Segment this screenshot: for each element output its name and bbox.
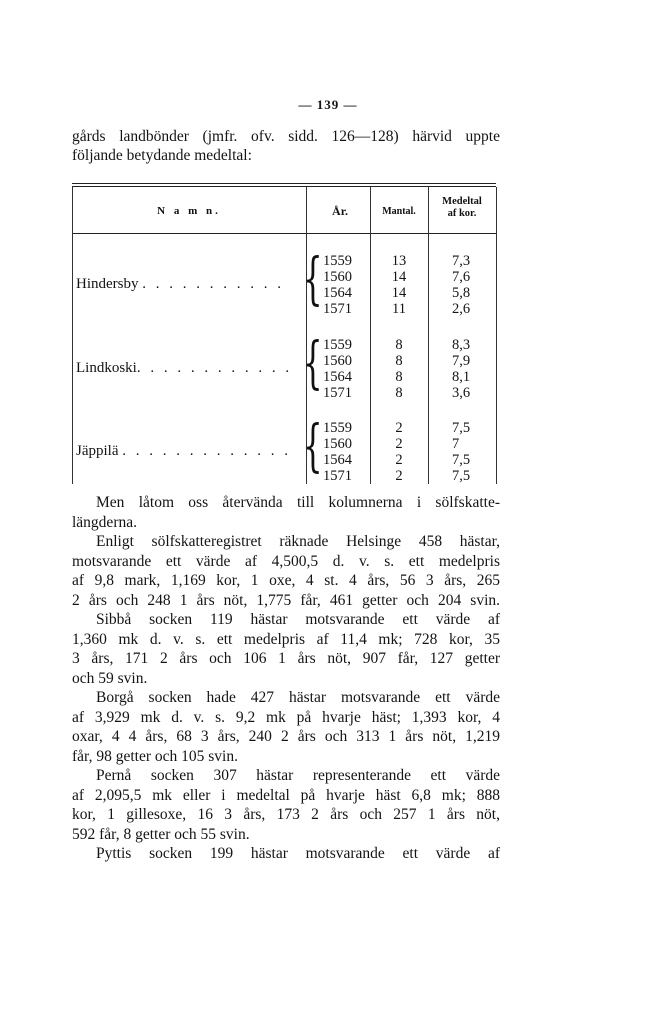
table-left-border [72,187,73,484]
village-label: Lindkoski [76,360,137,376]
leader-dots: . . . . . . . . . . . . . [122,443,291,459]
body-line: 3 års, 171 2 års och 106 1 års nöt, 907 får, 127 getter [72,650,500,667]
body-line: oxar, 4 4 års, 68 3 års, 240 2 års och 313 1 års nöt, 1,219 [72,728,500,745]
table-cell-medeltal: 7,5 [452,452,471,468]
table-cell-year: 1560 [323,436,352,452]
page-number: — 139 — [298,97,358,112]
table-cell-medeltal: 5,8 [452,285,471,301]
brace-icon: { [303,331,323,396]
body-line: Pernå socken 307 hästar representerande ett värde [96,767,500,784]
brace-icon: { [303,414,323,479]
header-medeltal [428,196,496,220]
body-line: och 59 svin. [72,669,148,687]
body-line: af 3,929 mk d. v. s. 9,2 mk på hvarje häst; 1,393 kor, 4 [72,708,500,726]
header-ar: År. [332,204,348,218]
body-line: får, 98 getter och 105 svin. [72,747,238,765]
table-cell-medeltal: 7 [452,436,460,452]
table-cell-mantal: 8 [395,353,403,369]
header-mantal: Mantal. [382,206,416,217]
body-line: 592 får, 8 getter och 55 svin. [72,825,250,843]
table-cell-year: 1559 [323,420,352,436]
table-cell-medeltal: 7,9 [452,353,471,369]
column-divider-mantal [428,187,429,484]
table-header-rule [72,233,496,234]
intro-paragraph [72,127,500,165]
brace-icon: { [303,247,323,312]
body-line: 1,360 mk d. v. s. ett medelpris af 11,4 mk; 728 kor, 35 [72,630,500,648]
table-cell-mantal: 11 [392,301,406,317]
table-cell-mantal: 8 [395,369,403,385]
header-medeltal-line2: af kor. [447,208,477,219]
table-right-border [496,187,497,484]
table-cell-mantal: 2 [395,436,403,452]
body-line: af 2,095,5 mk eller i medeltal på hvarje häst 6,8 mk; 888 [72,786,500,804]
body-line: kor, 1 gillesoxe, 16 3 års, 173 2 års och 257 1 års nöt, [72,806,500,823]
village-label: Hindersby [76,276,139,292]
table-cell-mantal: 8 [395,337,403,353]
table-cell-year: 1564 [323,285,352,301]
body-line: längderna. [72,513,137,531]
village-name-hindersby [76,276,284,293]
table-cell-medeltal: 8,3 [452,337,471,353]
table-cell-year: 1559 [323,253,352,269]
table-cell-mantal: 14 [391,285,407,301]
table-cell-year: 1564 [323,369,352,385]
table-top-rule-double [72,186,496,187]
body-line: 2 års och 248 1 års nöt, 1,775 får, 461 getter och 204 svin. [72,591,500,609]
table-cell-mantal: 2 [395,468,403,484]
village-label: Jäppilä [76,443,119,459]
table-cell-medeltal: 7,3 [452,253,471,269]
body-line: af 9,8 mark, 1,169 kor, 1 oxe, 4 st. 4 års, 56 3 års, 265 [72,572,500,589]
table-top-rule [72,183,496,184]
table-cell-year: 1560 [323,353,352,369]
body-line: Enligt sölfskatteregistret räknade Helsinge 458 hästar, [96,533,500,550]
body-line: Borgå socken hade 427 hästar motsvarande ett värde [96,689,500,706]
table-cell-mantal: 2 [395,452,403,468]
body-line: Men låtom oss återvända till kolumnerna i sölfskatte- [96,494,500,511]
intro-line: gårds landbönder (jmfr. ofv. sidd. 126—128) härvid uppte [72,128,500,145]
body-line: Sibbå socken 119 hästar motsvarande ett värde af [96,611,500,628]
table-cell-year: 1564 [323,452,352,468]
header-namn: N a m n. [157,205,221,217]
village-name-lindkoski [76,360,292,377]
body-line: Pyttis socken 199 hästar motsvarande ett värde af [96,845,500,862]
table-cell-medeltal: 3,6 [452,385,471,401]
table-cell-year: 1571 [323,301,352,317]
table-cell-mantal: 14 [391,269,407,285]
village-name-jappila [76,443,291,460]
table-cell-year: 1571 [323,468,352,484]
table-cell-year: 1560 [323,269,352,285]
table-cell-medeltal: 7,5 [452,468,471,484]
table-cell-medeltal: 7,5 [452,420,471,436]
table-cell-year: 1571 [323,385,352,401]
intro-line: följande betydande medeltal: [72,147,252,164]
table-cell-year: 1559 [323,337,352,353]
table-cell-medeltal: 7,6 [452,269,471,285]
table-cell-medeltal: 2,6 [452,301,471,317]
table-cell-mantal: 13 [391,253,407,269]
body-text [72,493,500,864]
body-line: motsvarande ett värde af 4,500,5 d. v. s. ett medelpris [72,552,500,570]
header-medeltal-line1: Medeltal [442,196,482,207]
leader-dots: . . . . . . . . . . . . [136,360,293,376]
leader-dots: . . . . . . . . . . . [142,276,284,292]
table-cell-mantal: 2 [395,420,403,436]
table-cell-mantal: 8 [395,385,403,401]
table-cell-medeltal: 8,1 [452,369,471,385]
